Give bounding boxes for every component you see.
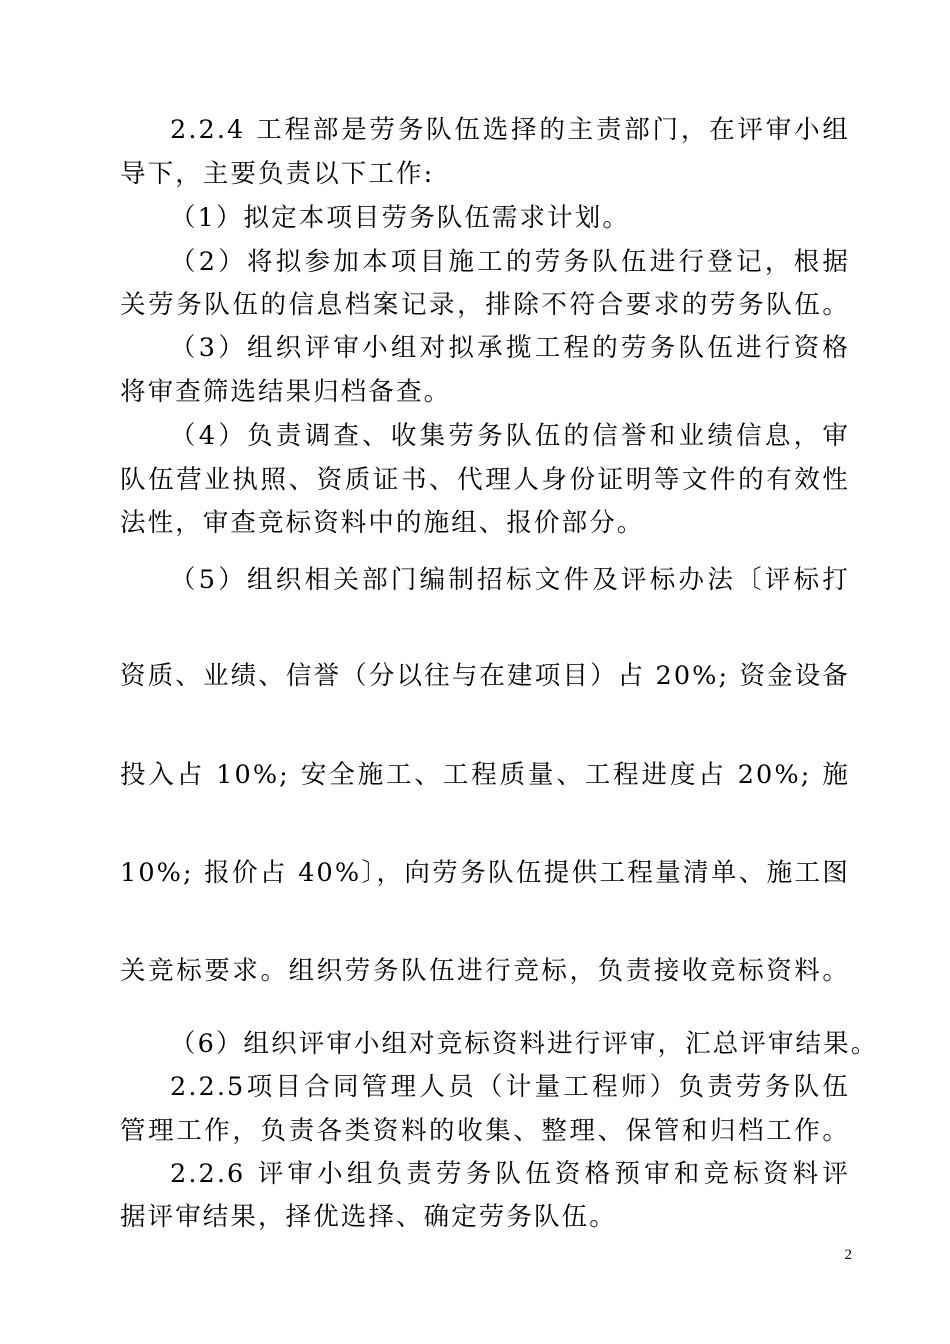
item-3-line-2: 将审查筛选结果归档备查。: [120, 377, 452, 407]
item-3-line-1: （3）组织评审小组对拟承揽工程的劳务队伍进行资格: [170, 333, 850, 363]
item-5-line-1: （5）组织相关部门编制招标文件及评标办法〔评标打: [170, 565, 850, 595]
item-2-line-1: （2）将拟参加本项目施工的劳务队伍进行登记，根据: [170, 247, 850, 277]
paragraph-2-2-4-line-1: 2.2.4 工程部是劳务队伍选择的主责部门，在评审小组: [170, 115, 850, 145]
item-1-line-1: （1）拟定本项目劳务队伍需求计划。: [170, 203, 630, 233]
page-number: 2: [844, 1247, 852, 1263]
item-4-line-3: 法性，审查竞标资料中的施组、报价部分。: [120, 508, 645, 538]
item-5-line-3: 投入占 10%; 安全施工、工程质量、工程进度占 20%; 施: [120, 760, 850, 790]
item-4-line-1: （4）负责调查、收集劳务队伍的信誉和业绩信息，审: [170, 421, 850, 451]
paragraph-2-2-6-line-1: 2.2.6 评审小组负责劳务队伍资格预审和竞标资料评: [170, 1159, 850, 1189]
item-2-line-2: 关劳务队伍的信息档案记录，排除不符合要求的劳务队伍。: [120, 290, 850, 320]
paragraph-2-2-5-line-1: 2.2.5项目合同管理人员（计量工程师）负责劳务队伍: [170, 1072, 850, 1102]
item-6-line-1: （6）组织评审小组对竞标资料进行评审，汇总评审结果。: [170, 1029, 879, 1059]
item-5-line-4: 10%; 报价占 40%〕，向劳务队伍提供工程量清单、施工图: [120, 858, 850, 888]
paragraph-2-2-4-line-2: 导下，主要负责以下工作:: [120, 159, 435, 189]
item-5-line-5: 关竞标要求。组织劳务队伍进行竞标，负责接收竞标资料。: [120, 956, 850, 986]
paragraph-2-2-6-line-2: 据评审结果，择优选择、确定劳务队伍。: [120, 1202, 617, 1232]
paragraph-2-2-5-line-2: 管理工作，负责各类资料的收集、整理、保管和归档工作。: [120, 1116, 850, 1146]
item-4-line-2: 队伍营业执照、资质证书、代理人身份证明等文件的有效性: [120, 465, 850, 495]
item-5-line-2: 资质、业绩、信誉（分以往与在建项目）占 20%; 资金设备: [120, 661, 850, 691]
